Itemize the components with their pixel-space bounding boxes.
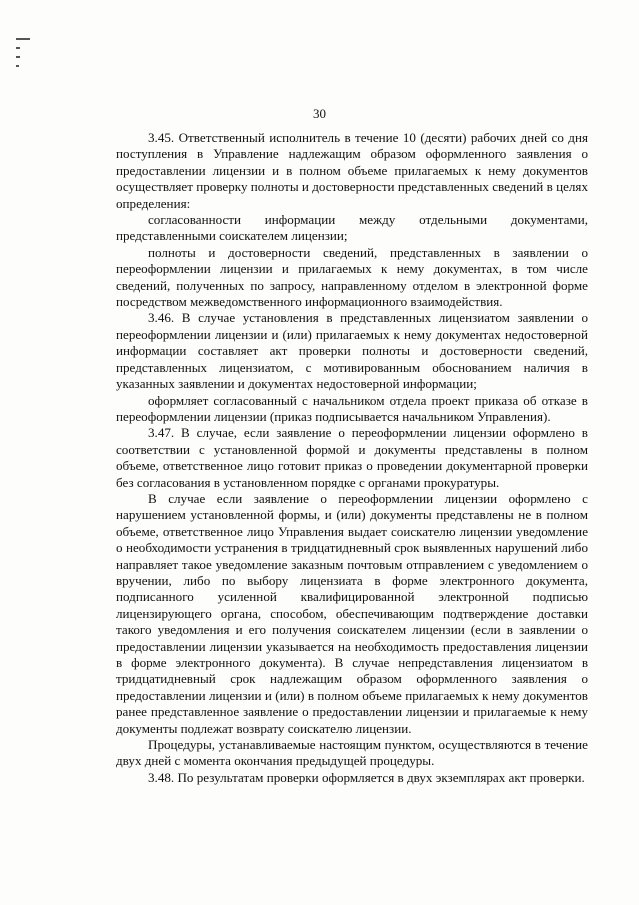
page-number: 30 <box>313 106 326 121</box>
paragraph-procedures-timing: Процедуры, устанавливаемые настоящим пунктом, осуществляются в течение двух дней с момента окончания предыдущей процедуры. <box>116 737 588 769</box>
paragraph-3-45: 3.45. Ответственный исполнитель в течение 10 (десяти) рабочих дней со дня поступления в Управление надлежащим образом оформленного заявления о предоставлении лицензии и в полном объеме прилагаемых к нему документов осуществляет проверку полноты и достоверности представленных сведений в целях определения: <box>116 130 588 211</box>
paragraph-refusal-order: оформляет согласованный с начальником отдела проект приказа об отказе в переоформлении лицензии (приказ подписывается начальником Управления). <box>116 392 588 424</box>
paragraph-3-48: 3.48. По результатам проверки оформляется в двух экземплярах акт проверки. <box>148 769 585 785</box>
paragraph-violation-notice: В случае если заявление о переоформлении лицензии оформлено с нарушением установленной формы, и (или) документы представлены не в полном объеме, ответственное лицо Управления выдает соискателю лицензии уведомление о необходимости устранения в тридцатидневный срок выявленных нарушений либо направляет такое уведомление заказным почтовым отправлением с уведомлением о вручении, либо по выбору лицензиата в форме электронного документа, подписанного усиленной квалифицированной электронной подписью лицензирующего органа, способом, обеспечивающим подтверждение доставки такого уведомления и его получения соискателем лицензии (если в заявлении о предоставлении лицензии указывается на необходимость предоставления лицензии в форме электронного документа). В случае непредставления лицензиатом в тридцатидневный срок надлежащим образом оформленного заявления о предоставлении лицензии и (или) в полном объеме прилагаемых к нему документов ранее представленное заявление о предоставлении лицензии и прилагаемые к нему документы подлежат возврату соискателю лицензии. <box>116 490 588 736</box>
scan-corner-marks <box>16 38 28 98</box>
paragraph-completeness: полноты и достоверности сведений, представленных в заявлении о переоформлении лицензии и прилагаемых к нему документах, в том числе сведений, полученных по запросу, направленному отделом в электронной форме посредством межведомственного информационного взаимодействия. <box>116 244 588 310</box>
paragraph-3-47: 3.47. В случае, если заявление о переоформлении лицензии оформлено в соответствии с установленной формой и документы представлены в полном объеме, ответственное лицо готовит приказ о проведении документарной проверки без согласования в установленном порядке с органами прокуратуры. <box>116 425 588 490</box>
paragraph-consistency: согласованности информации между отдельными документами, представленными соискателем лицензии; <box>116 212 588 244</box>
paragraph-3-46: 3.46. В случае установления в представленных лицензиатом заявлении о переоформлении лицензии и (или) прилагаемых к нему документах недостоверной информации составляет акт проверки полноты и достоверности сведений, представленных лицензиатом, с мотивированным обоснованием наличия в указанных заявлении и документах недостоверной информации; <box>116 310 588 392</box>
document-body <box>116 130 588 786</box>
